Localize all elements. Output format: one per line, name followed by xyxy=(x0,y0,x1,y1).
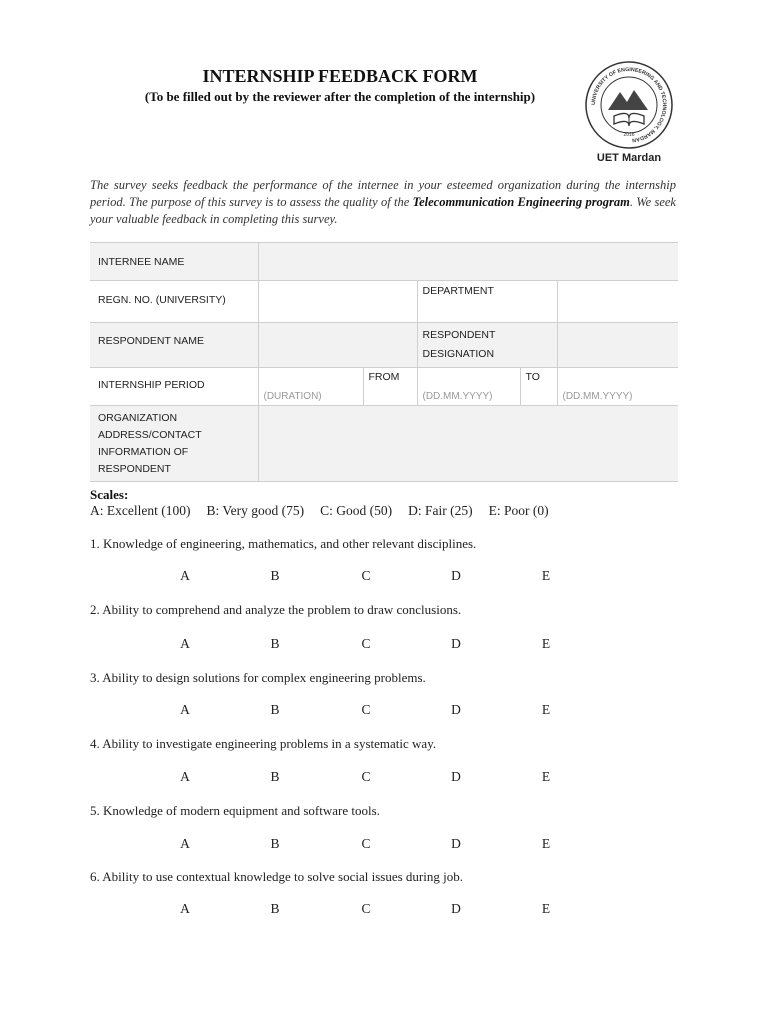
label-internship-period: INTERNSHIP PERIOD xyxy=(90,368,258,406)
q4-option-d[interactable]: D xyxy=(451,769,461,784)
scale-a: A: Excellent (100) xyxy=(90,503,191,518)
regn-no-field[interactable] xyxy=(258,281,417,323)
label-internee-name: INTERNEE NAME xyxy=(90,243,258,281)
q1-option-c[interactable]: C xyxy=(361,568,371,583)
form-title: INTERNSHIP FEEDBACK FORM xyxy=(202,66,478,86)
form-subtitle: (To be filled out by the reviewer after the completion of the internship) xyxy=(144,89,536,104)
q2-option-b[interactable]: B xyxy=(270,636,280,651)
organization-field[interactable] xyxy=(258,406,678,482)
scale-e: E: Poor (0) xyxy=(488,503,549,518)
label-organization xyxy=(90,406,258,482)
q1-option-a[interactable]: A xyxy=(180,568,190,583)
question-1: 1. Knowledge of engineering, mathematics, and other relevant disciplines. xyxy=(90,536,477,551)
label-respondent-name: RESPONDENT NAME xyxy=(90,323,258,368)
university-logo-seal xyxy=(584,60,674,150)
intro-text-2: . We seek your valuable feedback in completing this survey. xyxy=(90,195,676,226)
q4-option-a[interactable]: A xyxy=(180,769,190,784)
q6-option-c[interactable]: C xyxy=(361,901,371,916)
q4-option-e[interactable]: E xyxy=(541,769,551,784)
internee-info-table xyxy=(90,242,678,482)
question-5: 5. Knowledge of modern equipment and software tools. xyxy=(90,803,380,818)
intro-program: Telecommunication Engineering program xyxy=(412,195,630,209)
q6-option-d[interactable]: D xyxy=(451,901,461,916)
duration-field[interactable] xyxy=(258,368,363,406)
label-department: DEPARTMENT xyxy=(417,281,557,323)
respondent-name-field[interactable] xyxy=(258,323,417,368)
q1-option-e[interactable]: E xyxy=(541,568,551,583)
organization-line-4: RESPONDENT xyxy=(98,463,171,475)
internee-name-field[interactable] xyxy=(258,243,678,281)
q6-option-e[interactable]: E xyxy=(541,901,551,916)
q3-option-c[interactable]: C xyxy=(361,702,371,717)
q3-option-a[interactable]: A xyxy=(180,702,190,717)
to-date-hint: (DD.MM.YYYY) xyxy=(562,391,633,402)
q2-option-a[interactable]: A xyxy=(180,636,190,651)
organization-line-3: INFORMATION OF xyxy=(98,446,189,458)
label-respondent-designation xyxy=(417,323,557,368)
logo-caption: UET Mardan xyxy=(596,152,662,164)
q4-option-b[interactable]: B xyxy=(270,769,280,784)
label-to: TO xyxy=(520,368,557,406)
q4-option-c[interactable]: C xyxy=(361,769,371,784)
label-regn-no: REGN. NO. (UNIVERSITY) xyxy=(90,281,258,323)
q5-option-e[interactable]: E xyxy=(541,836,551,851)
q1-option-d[interactable]: D xyxy=(451,568,461,583)
q3-option-d[interactable]: D xyxy=(451,702,461,717)
scale-c: C: Good (50) xyxy=(320,503,393,518)
intro-text-1: The survey seeks feedback the performance of the internee in your esteemed organization during the internship period. The purpose of this survey is to assess the quality of the xyxy=(90,178,676,209)
logo-year: 2016 xyxy=(623,132,635,138)
q5-option-d[interactable]: D xyxy=(451,836,461,851)
intro-paragraph xyxy=(90,177,676,228)
q2-option-d[interactable]: D xyxy=(451,636,461,651)
scale-d: D: Fair (25) xyxy=(408,503,473,518)
organization-line-1: ORGANIZATION xyxy=(98,412,178,424)
scales-heading: Scales: xyxy=(90,487,129,502)
from-date-field[interactable] xyxy=(417,368,520,406)
department-field[interactable] xyxy=(557,281,678,323)
q2-option-c[interactable]: C xyxy=(361,636,371,651)
logo-ring-text: UNIVERSITY OF ENGINEERING AND TECHNOLOGY, MARDAN xyxy=(590,66,668,143)
q2-option-e[interactable]: E xyxy=(541,636,551,651)
scale-b: B: Very good (75) xyxy=(206,503,305,518)
q6-option-b[interactable]: B xyxy=(270,901,280,916)
from-date-hint: (DD.MM.YYYY) xyxy=(422,391,493,402)
to-date-field[interactable] xyxy=(557,368,678,406)
question-6: 6. Ability to use contextual knowledge to solve social issues during job. xyxy=(90,869,463,884)
question-4: 4. Ability to investigate engineering problems in a systematic way. xyxy=(90,736,437,751)
respondent-designation-line-2: DESIGNATION xyxy=(422,348,495,360)
question-3: 3. Ability to design solutions for complex engineering problems. xyxy=(90,670,426,685)
scales-legend xyxy=(90,503,565,519)
q3-option-e[interactable]: E xyxy=(541,702,551,717)
q1-option-b[interactable]: B xyxy=(270,568,280,583)
q5-option-c[interactable]: C xyxy=(361,836,371,851)
q6-option-a[interactable]: A xyxy=(180,901,190,916)
respondent-designation-line-1: RESPONDENT xyxy=(422,329,496,341)
respondent-designation-field[interactable] xyxy=(557,323,678,368)
q5-option-a[interactable]: A xyxy=(180,836,190,851)
q5-option-b[interactable]: B xyxy=(270,836,280,851)
label-from: FROM xyxy=(363,368,417,406)
question-2: 2. Ability to comprehend and analyze the problem to draw conclusions. xyxy=(90,602,462,617)
duration-hint: (DURATION) xyxy=(263,391,322,402)
q3-option-b[interactable]: B xyxy=(270,702,280,717)
organization-line-2: ADDRESS/CONTACT xyxy=(98,429,202,441)
